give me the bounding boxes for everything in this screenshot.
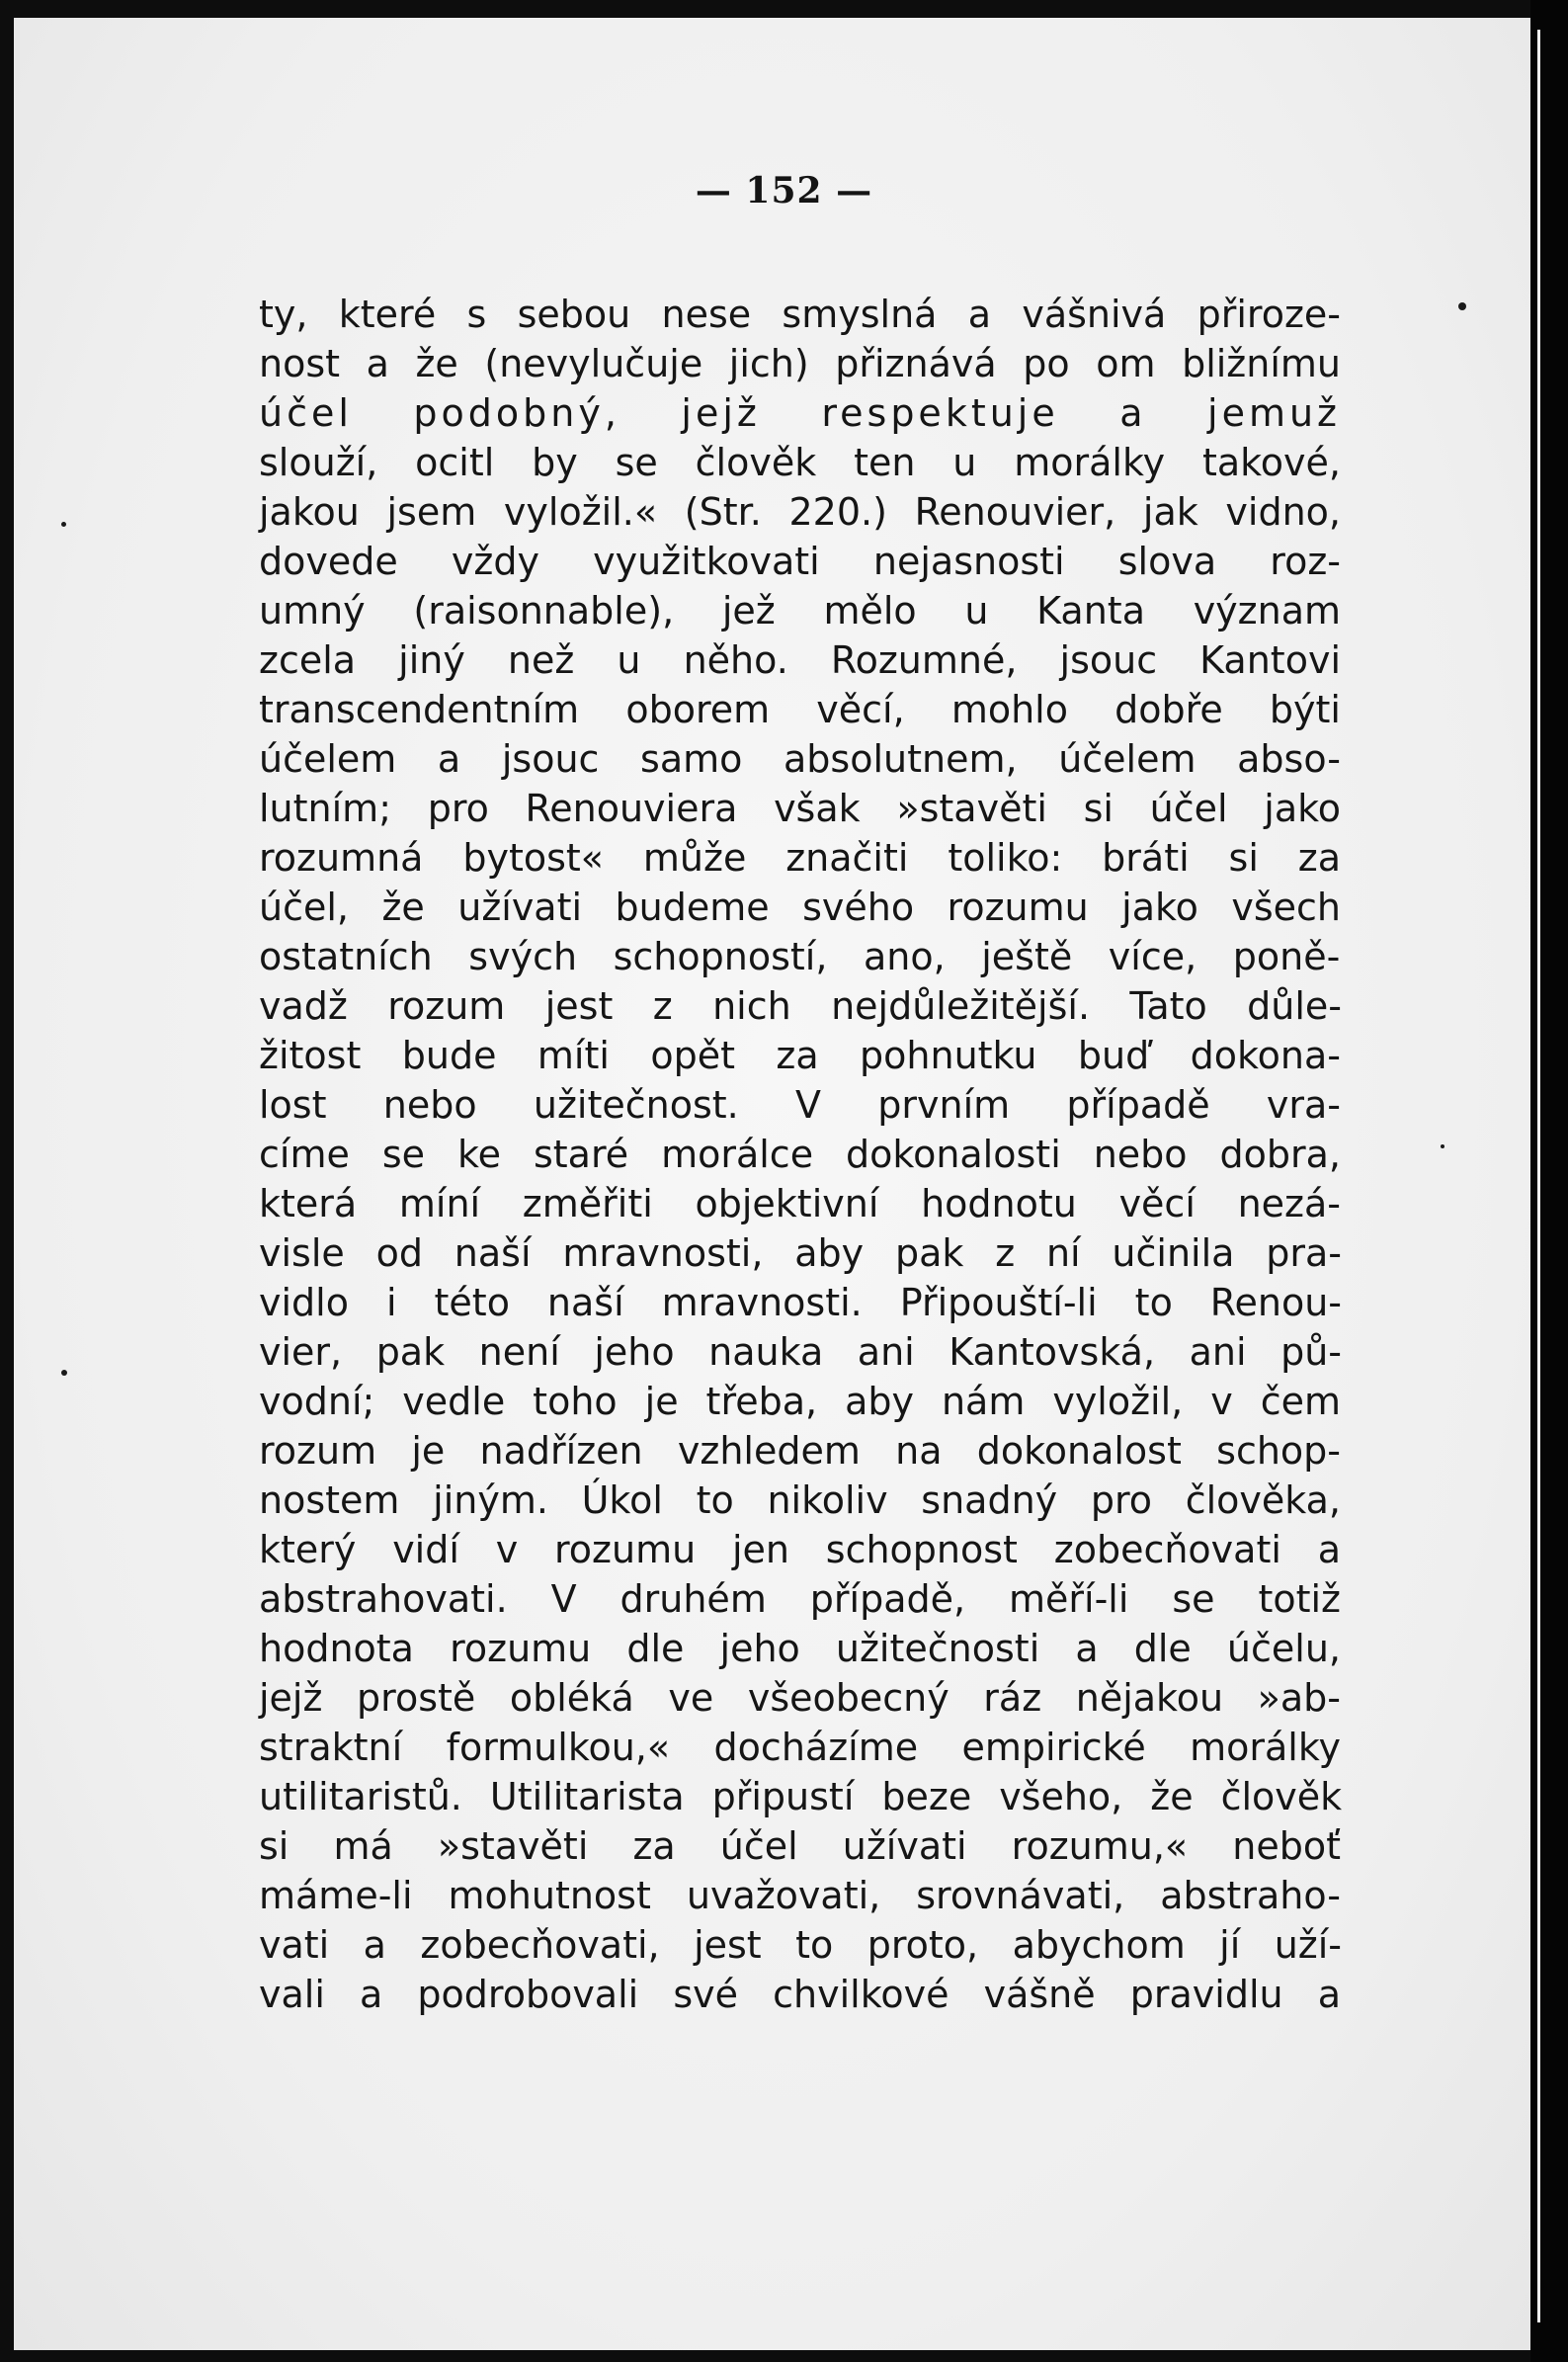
text-line: jakou jsem vyložil.« (Str. 220.) Renouvier, jak vidno,	[259, 490, 1341, 534]
text-line: který vidí v rozumu jen schopnost zobecňovati a	[259, 1528, 1341, 1571]
text-line: vodní; vedle toho je třeba, aby nám vyložil, v čem	[259, 1380, 1341, 1423]
text-line: lutním; pro Renouviera však »stavěti si účel jako	[259, 787, 1341, 830]
binding-edge	[1530, 0, 1568, 2362]
ink-speck	[61, 1370, 67, 1376]
text-line: nost a že (nevylučuje jich) přiznává po om bližnímu	[259, 342, 1341, 385]
text-line: rozumná bytost« může značiti toliko: bráti si za	[259, 836, 1341, 880]
text-line: žitost bude míti opět za pohnutku buď dokona-	[259, 1034, 1341, 1077]
text-line: nostem jiným. Úkol to nikoliv snadný pro člověka,	[259, 1478, 1341, 1522]
text-line: hodnota rozumu dle jeho užitečnosti a dle účelu,	[259, 1627, 1341, 1670]
text-line: vati a zobecňovati, jest to proto, abychom jí uží-	[259, 1923, 1341, 1967]
text-line: transcendentním oborem věcí, mohlo dobře býti	[259, 688, 1341, 731]
text-line: účel podobný, jejž respektuje a jemuž	[259, 391, 1341, 435]
text-line: slouží, ocitl by se člověk ten u morálky takové,	[259, 441, 1341, 484]
text-line: címe se ke staré morálce dokonalosti nebo dobra,	[259, 1133, 1341, 1176]
text-line: rozum je nadřízen vzhledem na dokonalost schop-	[259, 1429, 1341, 1473]
text-line: účelem a jsouc samo absolutnem, účelem abso-	[259, 737, 1341, 781]
text-line: vier, pak není jeho nauka ani Kantovská, ani pů-	[259, 1330, 1341, 1374]
text-line: abstrahovati. V druhém případě, měří-li se totiž	[259, 1577, 1341, 1621]
text-line: si má »stavěti za účel užívati rozumu,« neboť	[259, 1824, 1341, 1868]
binding-line	[1537, 30, 1540, 2322]
text-line: straktní formulkou,« docházíme empirické morálky	[259, 1726, 1341, 1769]
text-line: utilitaristů. Utilitarista připustí beze všeho, že člověk	[259, 1775, 1341, 1818]
text-line: vali a podrobovali své chvilkové vášně pravidlu a	[259, 1973, 1341, 2016]
text-line: účel, že užívati budeme svého rozumu jako všech	[259, 886, 1341, 929]
text-line: vadž rozum jest z nich nejdůležitější. Tato důle-	[259, 984, 1341, 1028]
text-line: zcela jiný než u něho. Rozumné, jsouc Kantovi	[259, 638, 1341, 682]
text-line: lost nebo užitečnost. V prvním případě vra-	[259, 1083, 1341, 1127]
text-line: která míní změřiti objektivní hodnotu věcí nezá-	[259, 1182, 1341, 1225]
text-line: jejž prostě obléká ve všeobecný ráz nějakou »ab-	[259, 1676, 1341, 1720]
text-line: dovede vždy využitkovati nejasnosti slova roz-	[259, 540, 1341, 583]
text-line: vidlo i této naší mravnosti. Připouští-li to Renou-	[259, 1281, 1341, 1324]
page-number: — 152 —	[695, 170, 873, 211]
body-text	[259, 290, 1341, 2019]
ink-speck	[1458, 302, 1466, 310]
text-line: ostatních svých schopností, ano, ještě více, poně-	[259, 935, 1341, 978]
text-line: visle od naší mravnosti, aby pak z ní učinila pra-	[259, 1231, 1341, 1275]
text-line: umný (raisonnable), jež mělo u Kanta význam	[259, 589, 1341, 633]
text-line: máme-li mohutnost uvažovati, srovnávati, abstraho-	[259, 1874, 1341, 1917]
ink-speck	[61, 522, 66, 527]
text-line: ty, které s sebou nese smyslná a vášnivá přiroze-	[259, 293, 1341, 336]
ink-speck	[1441, 1144, 1444, 1148]
